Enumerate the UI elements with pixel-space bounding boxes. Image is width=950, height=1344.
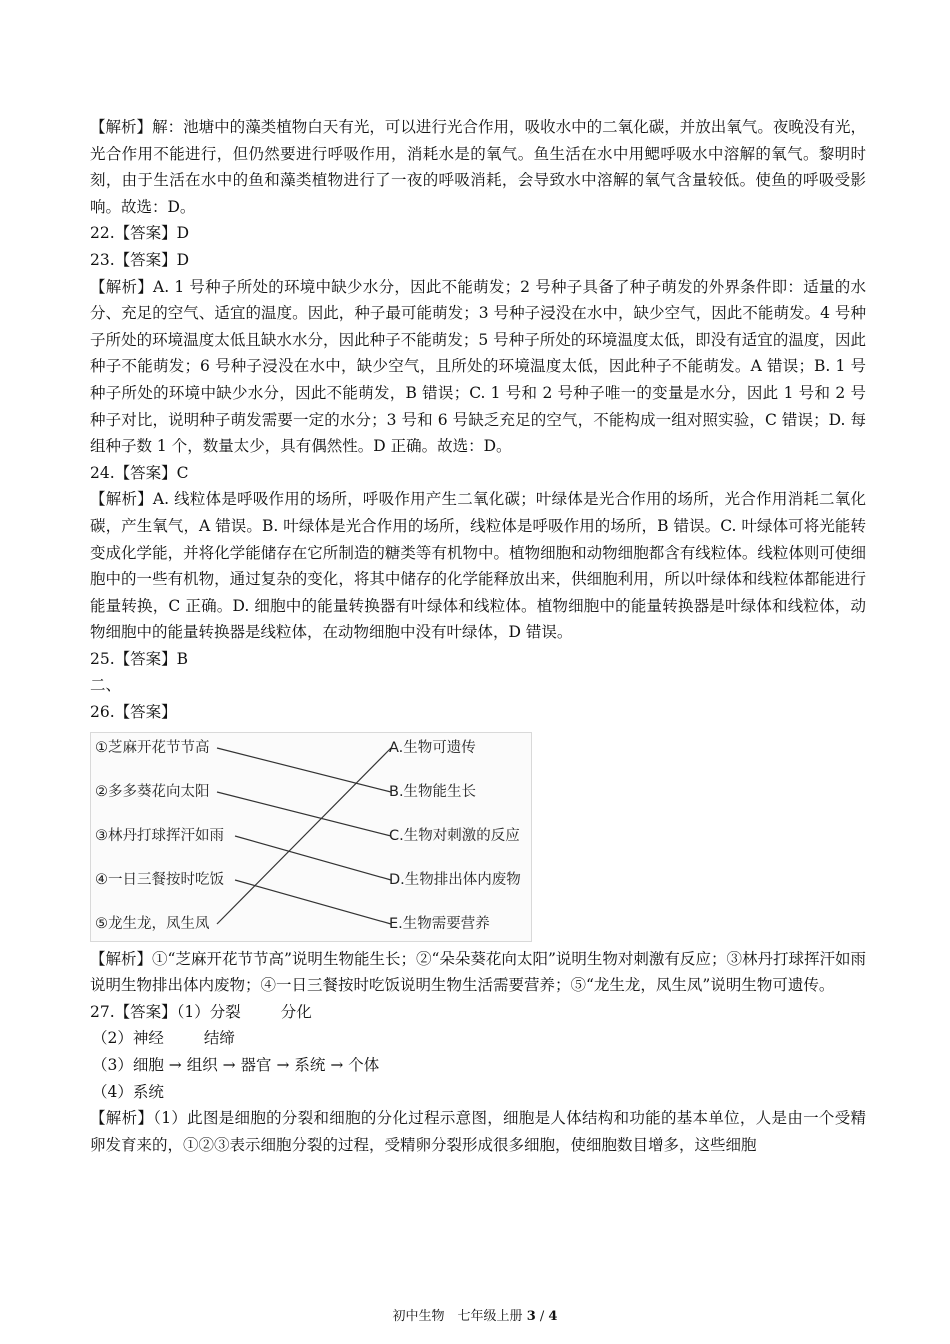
right-item-d: D.生物排出体内废物 bbox=[389, 871, 521, 888]
q27-answer-2a: （2）神经 bbox=[92, 1029, 164, 1048]
page-footer bbox=[0, 1305, 950, 1324]
page-content bbox=[90, 114, 866, 1158]
left-item-5: ⑤龙生龙，凤生凤 bbox=[95, 915, 210, 932]
q25-answer: 25.【答案】B bbox=[90, 649, 189, 668]
q27-answer-2 bbox=[90, 1025, 866, 1052]
matching-figure bbox=[90, 732, 532, 942]
footer-page-total: 4 bbox=[548, 1309, 558, 1324]
footer-page-sep: / bbox=[535, 1309, 549, 1324]
q23-analysis: 【解析】A. 1 号种子所处的环境中缺少水分，因此不能萌发；2 号种子具备了种子萌发的外界条件即：适量的水分、充足的空气、适宜的温度。因此，种子最可能萌发；3 号种子浸没在水中，缺少空气，因此不能萌发。4 号种子所处的环境温度太低且缺水水分，因此种子不能萌发；5 号种子所处的环境温度太低，即没有适宜的温度，因此种子不能萌发；6 号种子浸没在水中，缺少空气，且所处的环境温度太低，因此种子不能萌发。A 错误；B. 1 号种子所处的环境中缺少水分，因此不能萌发，B 错误；C. 1 号和 2 号种子唯一的变量是水分，因此 1 号和 2 号种子对比，说明种子萌发需要一定的水分；3 号和 6 号缺乏充足的空气，不能构成一组对照实验，C 错误；D. 每组种子数 1 个，数量太少，具有偶然性。D 正确。故选：D。 bbox=[90, 277, 866, 456]
q27-answer-4: （4）系统 bbox=[92, 1082, 164, 1101]
match-line-4 bbox=[235, 880, 391, 924]
right-item-a: A.生物可遗传 bbox=[389, 739, 476, 756]
right-item-e: E.生物需要营养 bbox=[389, 915, 490, 932]
q21-analysis: 【解析】解：池塘中的藻类植物白天有光，可以进行光合作用，吸收水中的二氧化碳，并放出氧气。夜晚没有光，光合作用不能进行，但仍然要进行呼吸作用，消耗水是的氧气。鱼生活在水中用鳃呼吸水中溶解的氧气。黎明时刻，由于生活在水中的鱼和藻类植物进行了一夜的呼吸消耗，会导致水中溶解的氧气含量较低。使鱼的呼吸受影响。故选：D。 bbox=[90, 118, 866, 216]
right-item-c: C.生物对刺激的反应 bbox=[389, 827, 520, 844]
left-item-3: ③林丹打球挥汗如雨 bbox=[95, 827, 224, 844]
left-item-1: ①芝麻开花节节高 bbox=[95, 739, 210, 756]
section-two-heading: 二、 bbox=[90, 676, 122, 695]
footer-subject: 初中生物 七年级上册 bbox=[392, 1309, 523, 1324]
footer-page-current: 3 bbox=[526, 1309, 536, 1324]
q27-analysis: 【解析】（1）此图是细胞的分裂和细胞的分化过程示意图，细胞是人体结构和功能的基本单位，人是由一个受精卵发育来的，①②③表示细胞分裂的过程，受精卵分裂形成很多细胞，使细胞数目增多，这些细胞 bbox=[90, 1109, 866, 1154]
match-line-2 bbox=[217, 792, 391, 836]
q23-answer: 23.【答案】D bbox=[90, 250, 190, 269]
q24-answer: 24.【答案】C bbox=[90, 463, 189, 482]
q27-answer-2b: 结缔 bbox=[203, 1029, 235, 1048]
right-item-b: B.生物能生长 bbox=[389, 783, 477, 800]
q27-answer-3: （3）细胞 → 组织 → 器官 → 系统 → 个体 bbox=[92, 1056, 380, 1075]
q24-analysis: 【解析】A. 线粒体是呼吸作用的场所，呼吸作用产生二氧化碳；叶绿体是光合作用的场所，光合作用消耗二氧化碳，产生氧气，A 错误。B. 叶绿体是光合作用的场所，线粒体是呼吸作用的场所，B 错误。C. 叶绿体可将光能转变成化学能，并将化学能储存在它所制造的糖类等有机物中。植物细胞和动物细胞都含有线粒体。线粒体则可使细胞中的一些有机物，通过复杂的变化，将其中储存的化学能释放出来，供细胞利用，所以叶绿体和线粒体都能进行能量转换，C 正确。D. 细胞中的能量转换器有叶绿体和线粒体。植物细胞中的能量转换器是叶绿体和线粒体，动物细胞中的能量转换器是线粒体，在动物细胞中没有叶绿体，D 错误。 bbox=[90, 490, 866, 642]
q22-answer: 22.【答案】D bbox=[90, 224, 190, 243]
match-line-1 bbox=[217, 748, 391, 792]
match-line-3 bbox=[235, 836, 391, 880]
q26-analysis: 【解析】①“芝麻开花节节高”说明生物能生长；②“朵朵葵花向太阳”说明生物对刺激有反应；③林丹打球挥汗如雨说明生物排出体内废物；④一日三餐按时吃饭说明生物生活需要营养；⑤“龙生龙，凤生凤”说明生物可遗传。 bbox=[90, 949, 866, 995]
q27-answer-1b: 分化 bbox=[280, 1002, 312, 1021]
left-item-4: ④一日三餐按时吃饭 bbox=[95, 871, 224, 888]
left-item-2: ②多多葵花向太阳 bbox=[95, 783, 210, 800]
q26-answer: 26.【答案】 bbox=[90, 703, 177, 722]
match-line-5 bbox=[217, 748, 391, 924]
q27-answer-1 bbox=[90, 999, 866, 1026]
q27-answer-prefix: 27.【答案】（1）分裂 bbox=[90, 1002, 241, 1021]
